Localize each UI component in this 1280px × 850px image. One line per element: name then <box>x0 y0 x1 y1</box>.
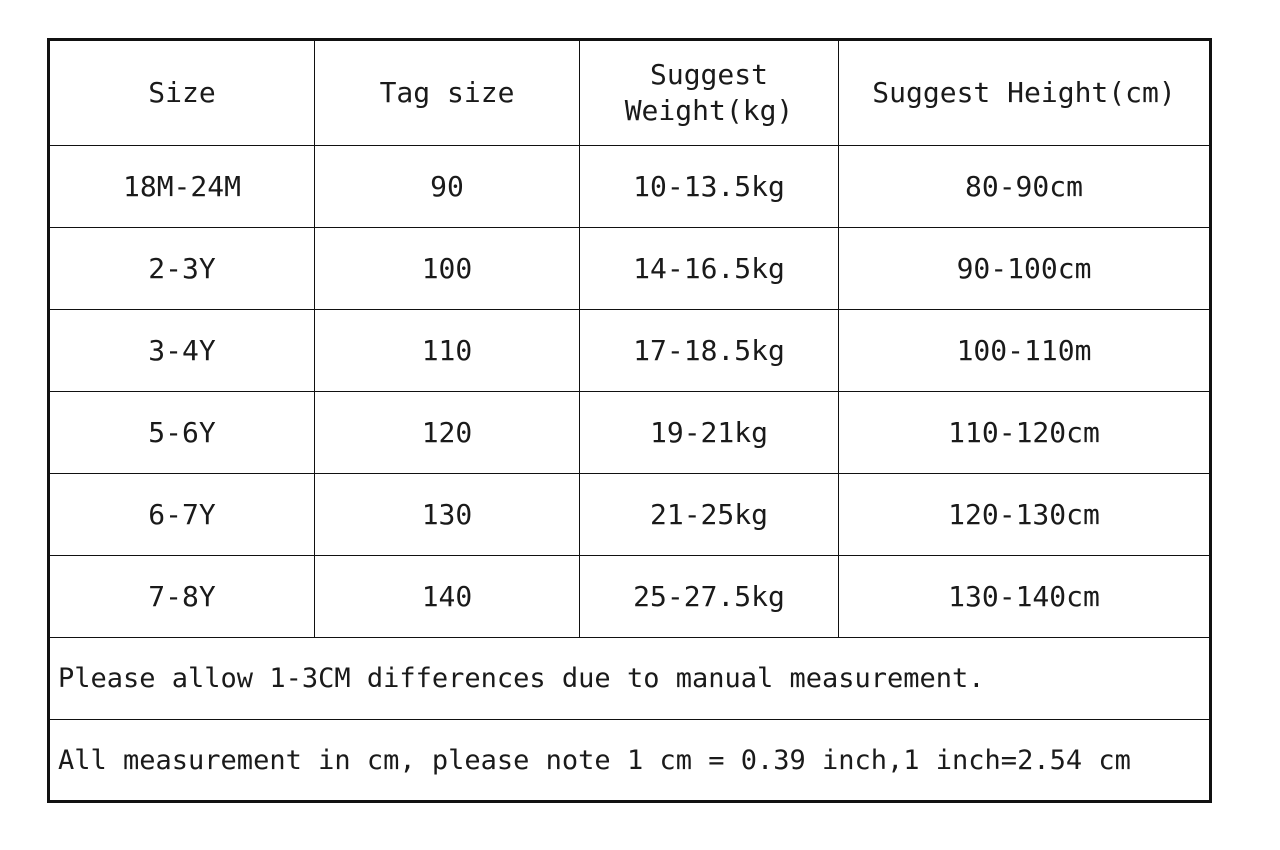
cell-weight: 25-27.5kg <box>580 556 839 638</box>
header-suggest-weight <box>580 40 839 146</box>
cell-height: 100-110m <box>839 310 1211 392</box>
cell-height: 130-140cm <box>839 556 1211 638</box>
header-row <box>49 40 1211 146</box>
table-row <box>49 310 1211 392</box>
cell-tag-size: 100 <box>315 228 580 310</box>
cell-tag-size: 130 <box>315 474 580 556</box>
cell-weight: 19-21kg <box>580 392 839 474</box>
cell-size: 3-4Y <box>49 310 315 392</box>
header-tag-size: Tag size <box>315 40 580 146</box>
cell-size: 18M-24M <box>49 146 315 228</box>
header-suggest-weight-line2: Weight(kg) <box>624 94 794 127</box>
header-suggest-weight-line1: Suggest <box>649 57 768 91</box>
table-row <box>49 556 1211 638</box>
note-row <box>49 638 1211 720</box>
table-row <box>49 392 1211 474</box>
cell-size: 7-8Y <box>49 556 315 638</box>
size-chart-table <box>47 38 1212 803</box>
cell-tag-size: 140 <box>315 556 580 638</box>
cell-height: 120-130cm <box>839 474 1211 556</box>
cell-size: 6-7Y <box>49 474 315 556</box>
cell-height: 80-90cm <box>839 146 1211 228</box>
cell-size: 2-3Y <box>49 228 315 310</box>
note-row <box>49 720 1211 802</box>
table-row <box>49 228 1211 310</box>
table-row <box>49 474 1211 556</box>
cell-tag-size: 90 <box>315 146 580 228</box>
cell-height: 110-120cm <box>839 392 1211 474</box>
cell-weight: 17-18.5kg <box>580 310 839 392</box>
cell-weight: 14-16.5kg <box>580 228 839 310</box>
cell-size: 5-6Y <box>49 392 315 474</box>
table-row <box>49 146 1211 228</box>
cell-height: 90-100cm <box>839 228 1211 310</box>
cell-tag-size: 120 <box>315 392 580 474</box>
cell-tag-size: 110 <box>315 310 580 392</box>
header-suggest-height: Suggest Height(cm) <box>839 40 1211 146</box>
note-unit-conversion: All measurement in cm, please note 1 cm = 0.39 inch,1 inch=2.54 cm <box>49 720 1211 802</box>
header-size: Size <box>49 40 315 146</box>
cell-weight: 21-25kg <box>580 474 839 556</box>
note-measurement-tolerance: Please allow 1-3CM differences due to manual measurement. <box>49 638 1211 720</box>
cell-weight: 10-13.5kg <box>580 146 839 228</box>
